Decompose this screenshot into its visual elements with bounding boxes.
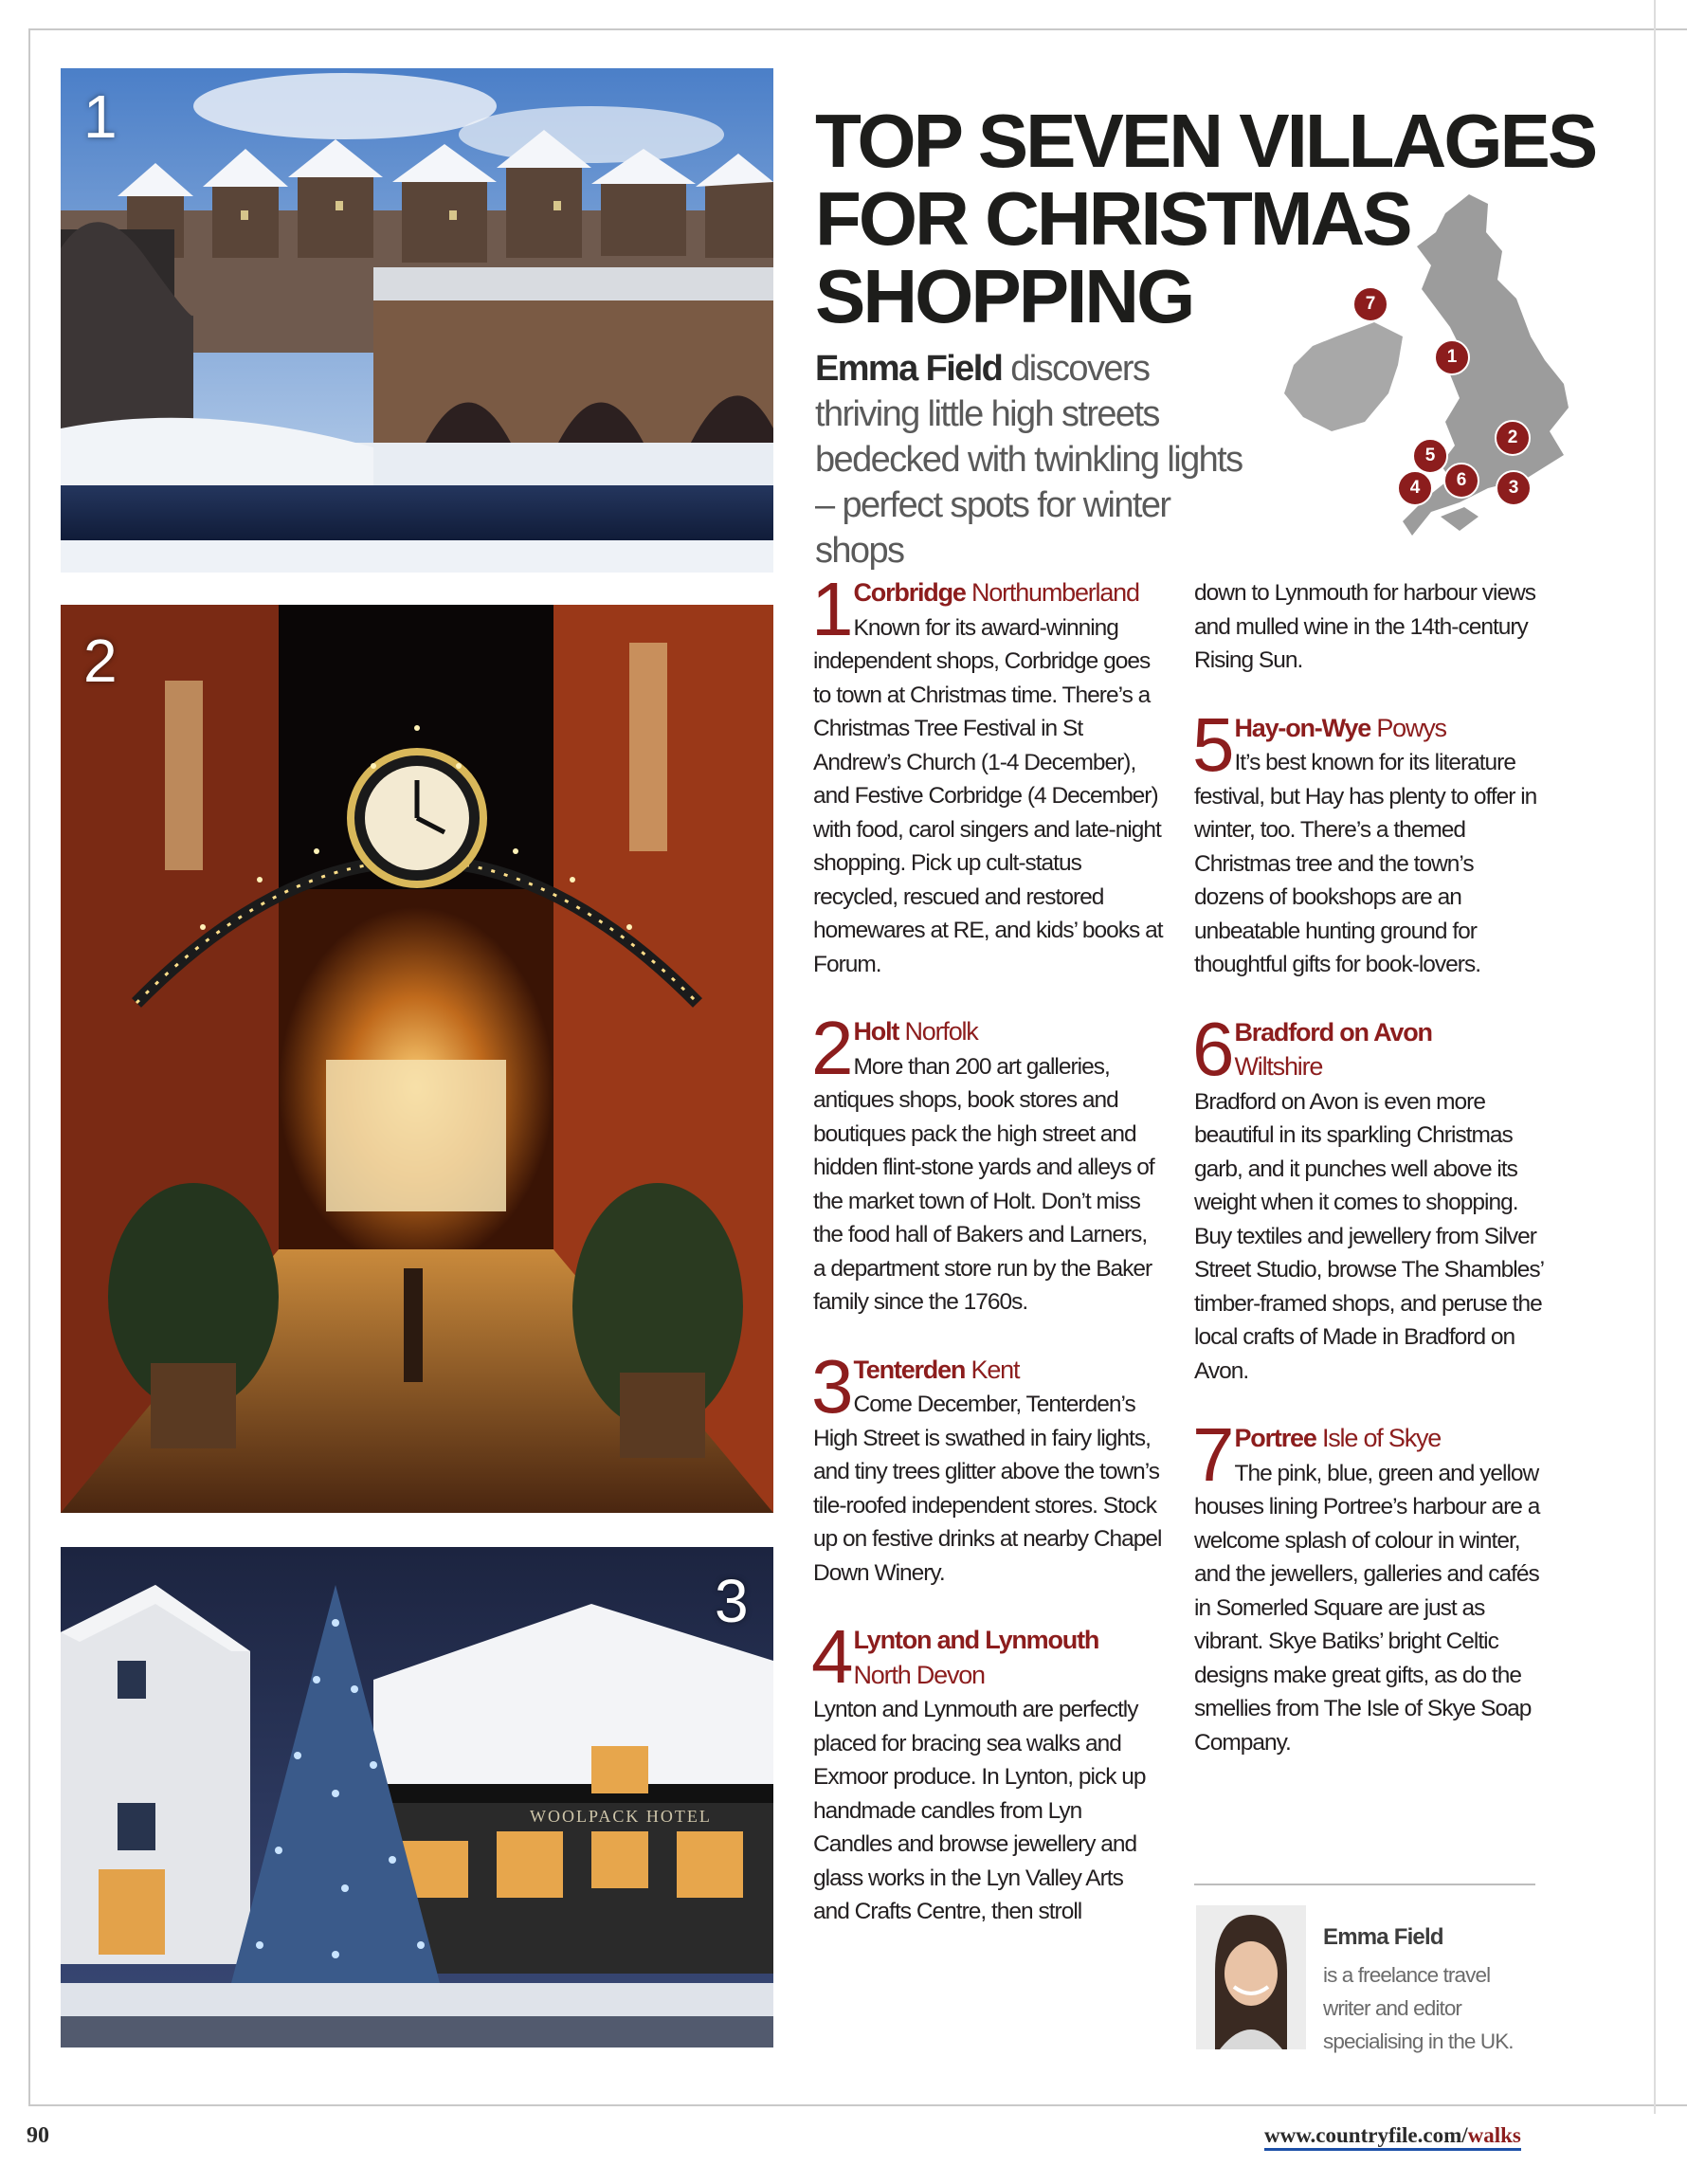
standfirst-author: Emma Field: [815, 349, 1003, 389]
entry-text: Lynton and Lynmouth are perfectly placed for bracing sea walks and Exmoor produce. In Lynton, pick up handmade candles from Lyn Candles and browse jewellery and glass works in the Lyn Valley Arts and Crafts Centre, then stroll: [813, 1697, 1146, 1924]
map-pin-7: 7: [1352, 286, 1388, 322]
entry-text: Known for its award-winning independent shops, Corbridge goes to town at Christmas time. There’s a Christmas Tree Festival in St Andrew’s Church (1-4 December), and Festive Corbridge (4 December) with food, carol singers and late-night shopping. Pick up cult-status recycled, rescued and restored homewares at RE, and kids’ books at Forum.: [813, 614, 1163, 977]
entry-text-continued: down to Lynmouth for harbour views and mulled wine in the 14th-century Rising Sun.: [1194, 580, 1536, 673]
photo-woolpack-hotel: [61, 1547, 773, 2048]
map-pin-5: 5: [1412, 438, 1448, 474]
woolpack-hotel-tree-icon: [61, 1547, 773, 2048]
entry-place: Tenterden: [853, 1355, 966, 1384]
entry-place: Hay-on-Wye: [1234, 713, 1371, 742]
christmas-arcade-clock-icon: [61, 605, 773, 1513]
page-frame-right: [1654, 0, 1656, 2114]
page-frame-left: [28, 28, 30, 2104]
map-pin-3: 3: [1496, 470, 1532, 506]
footer-website-link[interactable]: [1264, 2123, 1521, 2151]
woolpack-hotel-sign: WOOLPACK HOTEL: [530, 1807, 712, 1826]
entry-text: It’s best known for its literature festival, but Hay has plenty to offer in winter, too. There’s a themed Christmas tree and the town’s dozens of bookshops are an unbeatable hunting ground for thoughtful gifts for book-lovers.: [1194, 750, 1537, 977]
entry-place: Corbridge: [853, 578, 966, 607]
entry-number: 7: [1192, 1412, 1231, 1497]
author-divider: [1194, 1884, 1535, 1885]
entry-number: 1: [811, 567, 850, 651]
entry-number: 5: [1192, 701, 1231, 787]
map-pin-4: 4: [1397, 470, 1433, 506]
standfirst: [815, 346, 1261, 573]
photo-number-1: 1: [83, 82, 118, 151]
entry-place: Bradford on Avon: [1234, 1017, 1432, 1046]
author-portrait-icon: [1196, 1905, 1306, 2049]
author-photo: [1196, 1905, 1306, 2049]
map-pin-1: 1: [1434, 339, 1470, 375]
page-frame-top: [28, 28, 1687, 30]
photo-snow-village: [61, 68, 773, 573]
map-pin-6: 6: [1443, 463, 1479, 499]
entry-place: Holt: [853, 1017, 899, 1046]
footer-url-separator: /: [1461, 2123, 1468, 2147]
entry-county: North Devon: [853, 1660, 985, 1689]
entry-county: Powys: [1370, 713, 1446, 742]
entry-lynton-continued: [1194, 576, 1545, 678]
author-name: Emma Field: [1323, 1924, 1443, 1950]
entry-number: 6: [1192, 1006, 1231, 1091]
photo-number-2: 2: [83, 627, 118, 695]
title-line-2: FOR CHRISTMAS: [815, 176, 1410, 261]
title-line-3: SHOPPING: [815, 254, 1193, 338]
entry-place: Lynton and Lynmouth: [853, 1626, 1099, 1654]
photo-christmas-arcade: [61, 605, 773, 1513]
entry-county: Isle of Skye: [1315, 1424, 1442, 1452]
entry-bradford-on-avon: [1192, 1006, 1545, 1389]
entry-lynton-lynmouth: [811, 1614, 1164, 1929]
standfirst-text: discovers thriving little high streets bedecked with twinkling lights – perfect spots for winter shops: [815, 349, 1243, 571]
snow-village-bridge-icon: [61, 68, 773, 573]
entry-hay-on-wye: [1192, 701, 1545, 982]
entry-text: Bradford on Avon is even more beautiful in its sparkling Christmas garb, and it punches well above its weight when it comes to shopping. Buy textiles and jewellery from Silver Street Studio, browse The Shambles’ timber-framed shops, and peruse the local crafts of Made in Bradford on Avon.: [1194, 1088, 1544, 1384]
entry-number: 4: [811, 1614, 850, 1699]
entry-text: Come December, Tenterden’s High Street is swathed in fairy lights, and tiny trees glitter above the town’s tile-roofed independent stores. Stock up on festive drinks at nearby Chapel Down Winery.: [813, 1392, 1162, 1586]
entry-corbridge: [811, 567, 1164, 981]
entry-county: Norfolk: [898, 1017, 978, 1046]
article-column-2: [1194, 576, 1545, 1793]
entry-place: Portree: [1234, 1424, 1316, 1452]
photo-number-3: 3: [715, 1567, 749, 1635]
page-frame-bottom: [28, 2104, 1687, 2106]
entry-holt: [811, 1006, 1164, 1320]
entry-county: Wiltshire: [1234, 1052, 1323, 1081]
entry-county: Kent: [965, 1355, 1020, 1384]
entry-tenterden: [811, 1343, 1164, 1591]
entry-text: The pink, blue, green and yellow houses lining Portree’s harbour are a welcome splash of colour in winter, and the jewellers, galleries and cafés in Somerled Square are just as vibrant. Skye Batiks’ bright Celtic designs make great gifts, as do the smellies from The Isle of Skye Soap Company.: [1194, 1460, 1540, 1756]
entry-number: 3: [811, 1343, 850, 1429]
title-line-1: TOP SEVEN VILLAGES: [815, 99, 1596, 183]
entry-portree: [1192, 1412, 1545, 1759]
entry-text: More than 200 art galleries, antiques shops, book stores and boutiques pack the high street and hidden flint-stone yards and alleys of the market town of Holt. Don’t miss the food hall of Bakers and Larners, a department store run by the Baker family since the 1760s.: [813, 1053, 1154, 1315]
entry-number: 2: [811, 1006, 850, 1090]
article-column-1: [811, 567, 1164, 1963]
uk-locator-map: [1261, 194, 1573, 536]
footer-url-main: www.countryfile.com: [1264, 2123, 1462, 2147]
entry-county: Northumberland: [965, 578, 1139, 607]
page-number: 90: [27, 2123, 49, 2148]
map-pin-2: 2: [1495, 420, 1531, 456]
footer-url-section: walks: [1467, 2123, 1521, 2147]
author-bio: is a freelance travel writer and editor specialising in the UK.: [1323, 1963, 1514, 2053]
